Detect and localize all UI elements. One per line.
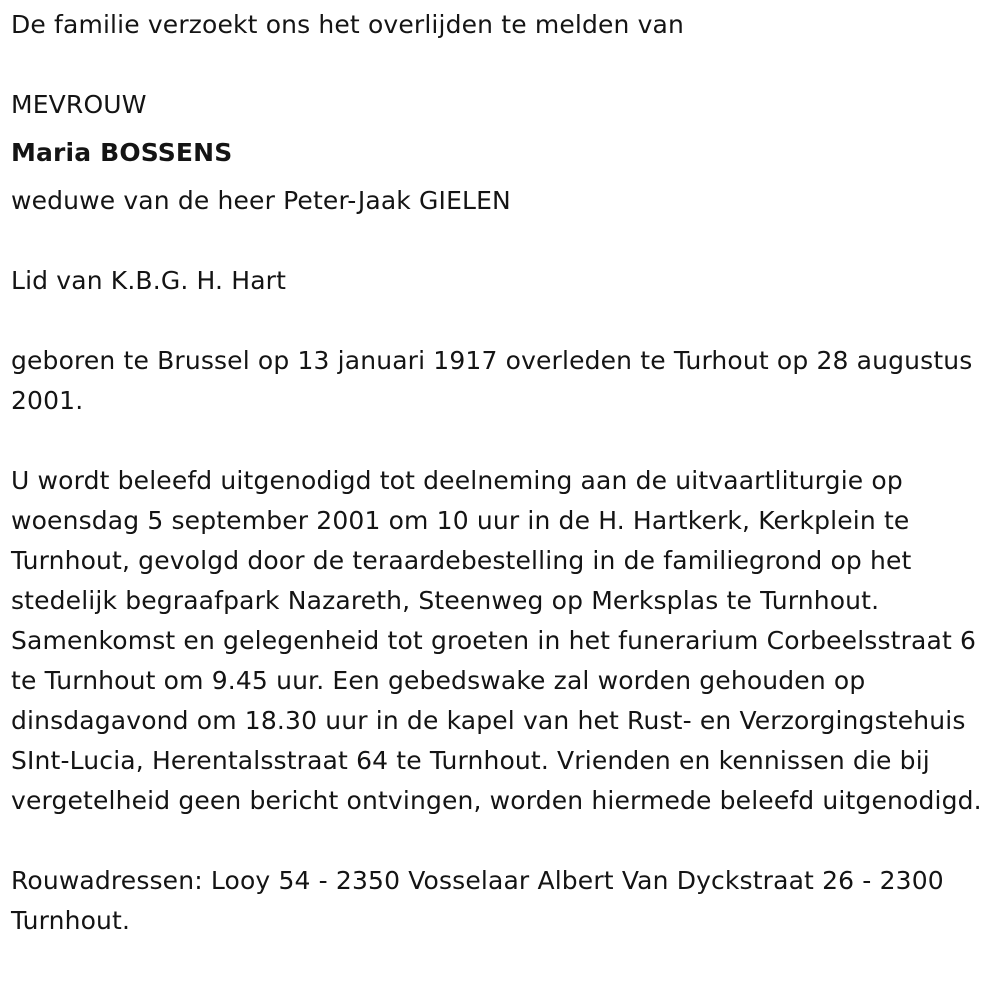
deceased-name: Maria BOSSENS [11, 138, 233, 167]
title-text: MEVROUW [11, 90, 147, 119]
spouse-text: weduwe van de heer Peter-Jaak GIELEN [11, 186, 511, 215]
birth-death-text: geboren te Brussel op 13 januari 1917 overleden te Turhout op 28 augustus 2001. [11, 346, 973, 415]
invitation-text: U wordt beleefd uitgenodigd tot deelneming aan de uitvaartliturgie op woensdag 5 september 2001 om 10 uur in de H. Hartkerk, Kerkplein te Turnhout, gevolgd door de teraardebestelling in de familiegrond op het stedelijk begraafpark Nazareth, Steenweg op Merksplas te Turnhout. Samenkomst en gelegenheid tot groeten in het funerarium Corbeelsstraat 6 te Turnhout om 9.45 uur. Een gebedswake zal worden gehouden op dinsdagavond om 18.30 uur in de kapel van het Rust- en Verzorgingstehuis SInt-Lucia, Herentalsstraat 64 te Turnhout. Vrienden en kennissen die bij vergetelheid geen bericht ontvingen, worden hiermede beleefd uitgenodigd. [11, 466, 982, 815]
membership-text: Lid van K.B.G. H. Hart [11, 266, 287, 295]
addresses-text: Rouwadressen: Looy 54 - 2350 Vosselaar Albert Van Dyckstraat 26 - 2300 Turnhout. [11, 866, 944, 935]
death-notice [11, 5, 991, 941]
intro-text: De familie verzoekt ons het overlijden te melden van [11, 10, 685, 39]
